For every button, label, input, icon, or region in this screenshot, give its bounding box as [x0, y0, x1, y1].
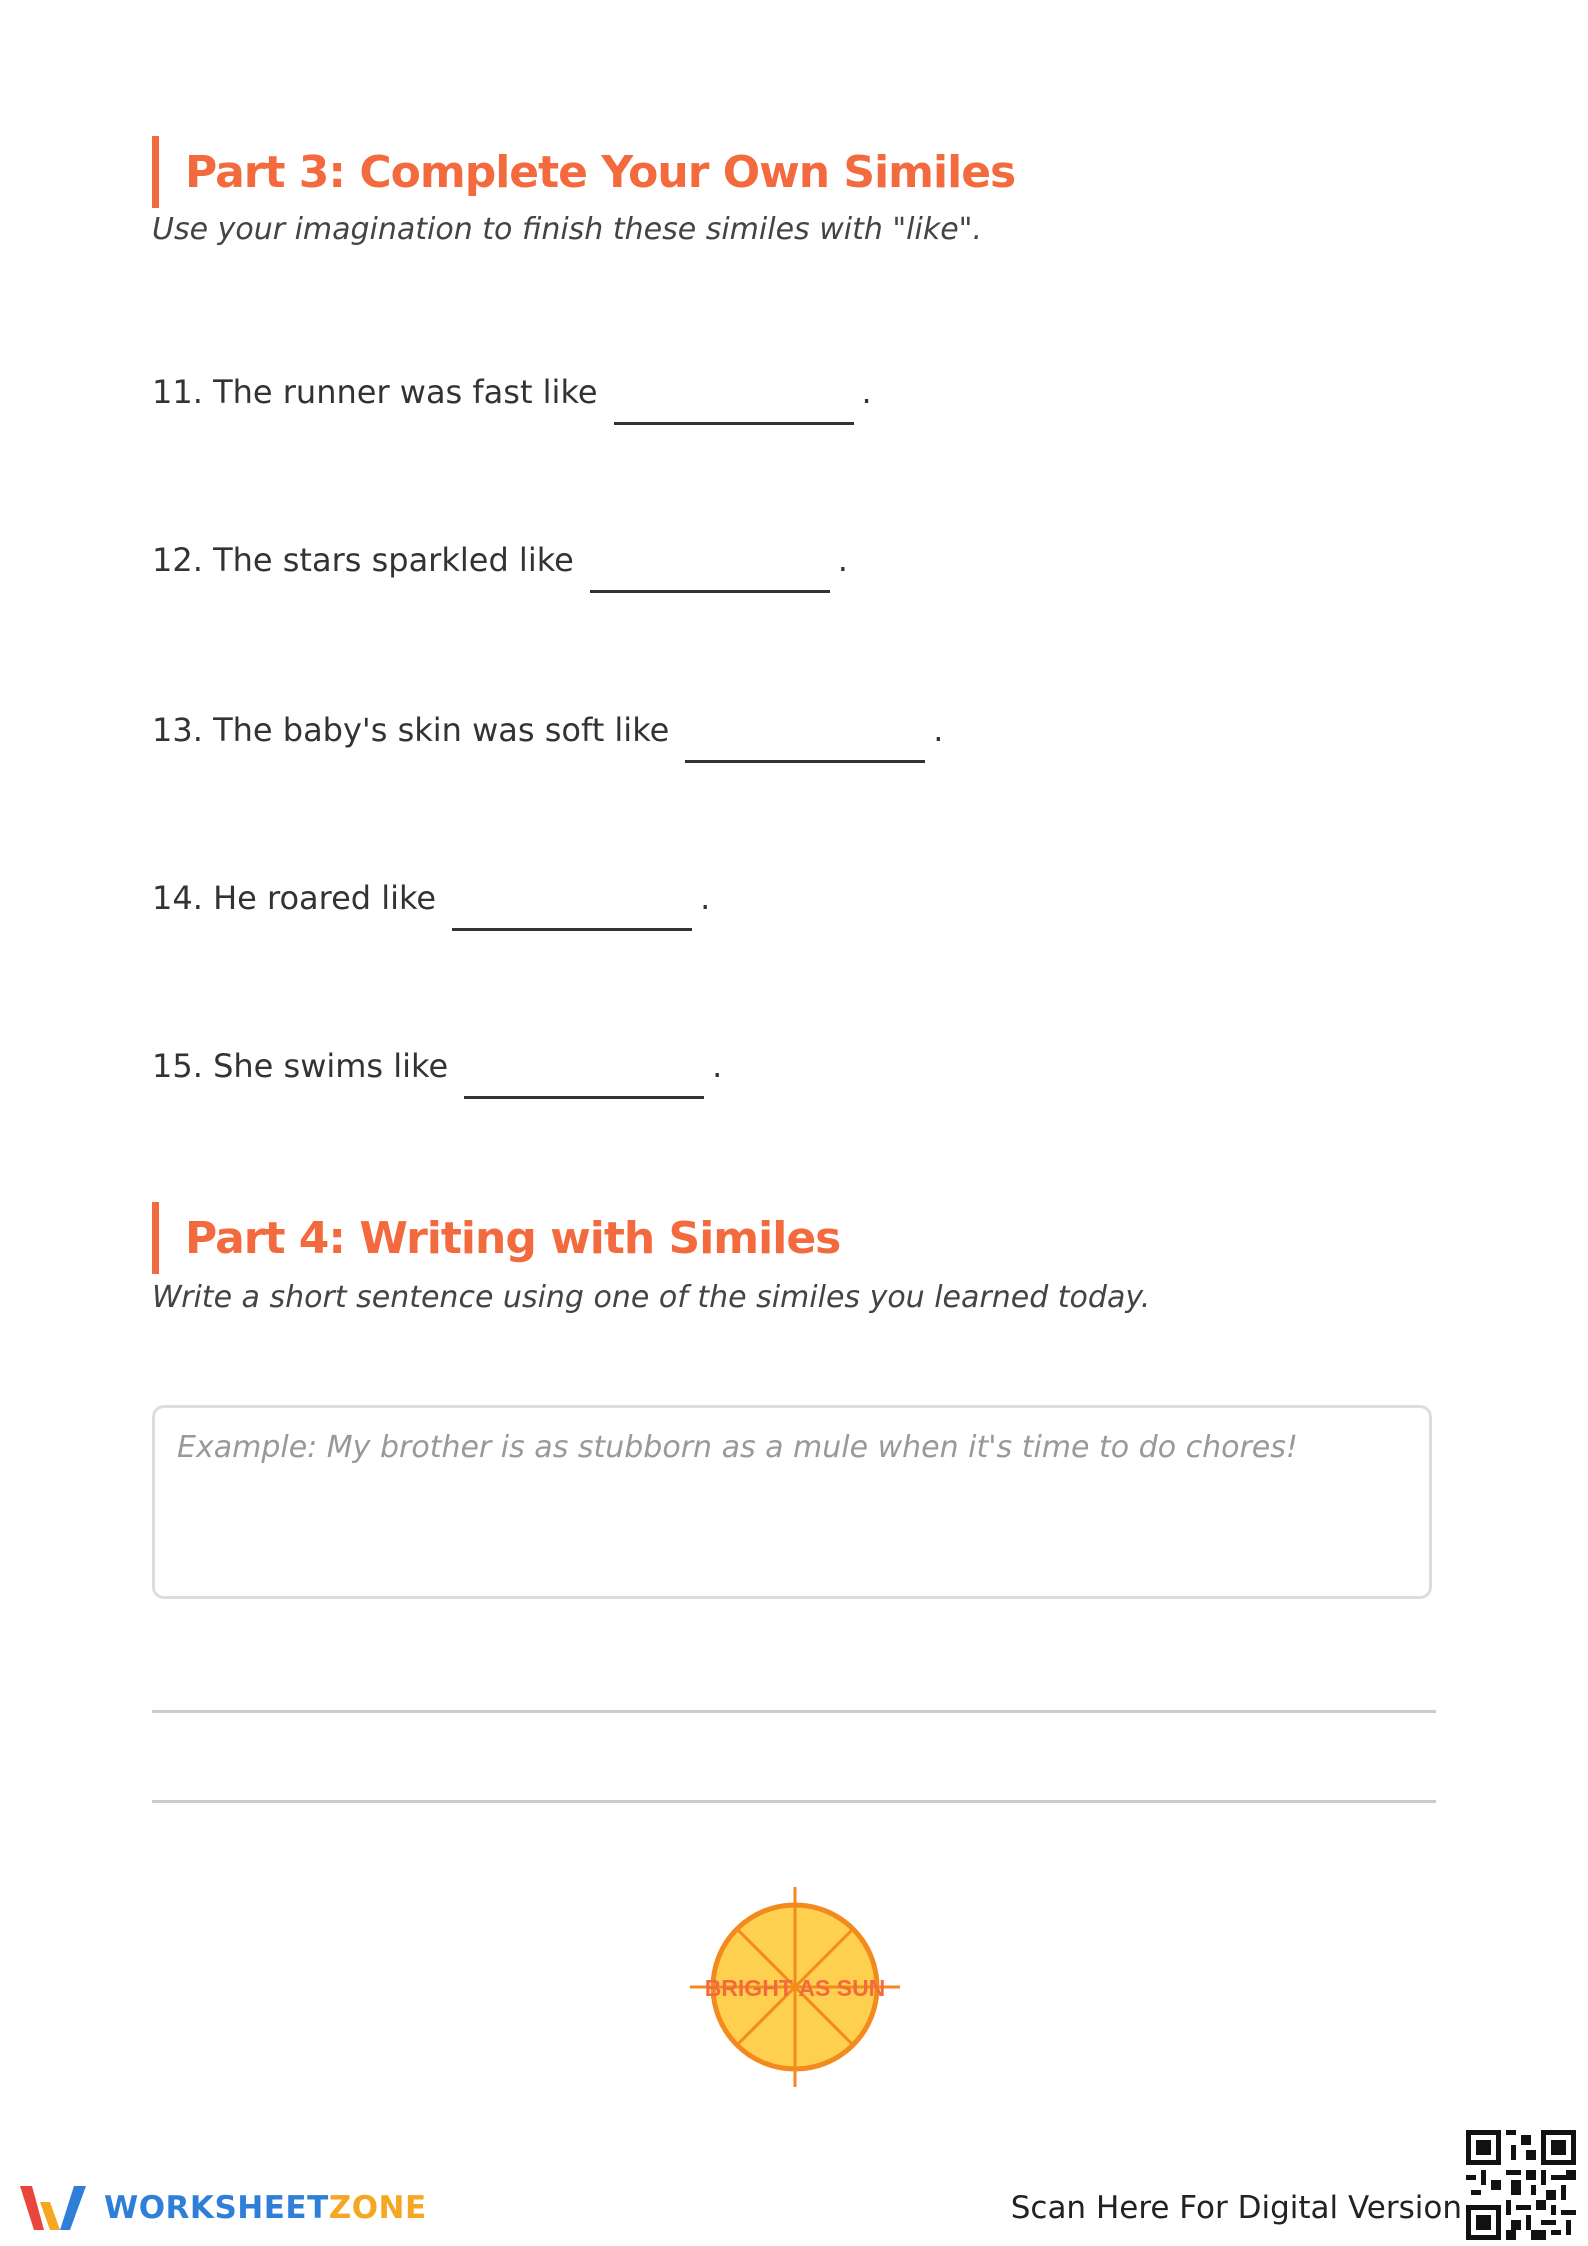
question-13 — [152, 706, 943, 749]
question-period: . — [933, 711, 944, 749]
question-11 — [152, 368, 872, 411]
question-text: 15. She swims like — [152, 1047, 449, 1085]
part4-title: Part 4: Writing with Similes — [185, 1212, 841, 1264]
qr-code-icon[interactable] — [1466, 2130, 1576, 2240]
question-14 — [152, 874, 710, 917]
question-text: 12. The stars sparkled like — [152, 541, 574, 579]
writing-line-1[interactable] — [152, 1710, 1436, 1713]
part3-instruction: Use your imagination to finish these similes with "like". — [152, 212, 983, 247]
brand-name-part1: WORKSHEET — [104, 2190, 329, 2226]
answer-blank-11[interactable] — [614, 382, 854, 425]
brand-name-part2: ZONE — [328, 2190, 427, 2226]
part3-heading — [152, 136, 1015, 208]
question-text: 14. He roared like — [152, 879, 437, 917]
question-text: 13. The baby's skin was soft like — [152, 711, 670, 749]
sun-illustration — [690, 1887, 900, 2087]
worksheetzone-logo-icon — [16, 2180, 90, 2236]
answer-blank-15[interactable] — [464, 1056, 704, 1099]
part4-heading — [152, 1202, 840, 1274]
sun-label: BRIGHT AS SUN — [704, 1975, 886, 2001]
answer-blank-14[interactable] — [452, 888, 692, 931]
question-period: . — [712, 1047, 723, 1085]
writing-answer-box[interactable] — [152, 1405, 1432, 1599]
question-period: . — [837, 541, 848, 579]
answer-placeholder: Example: My brother is as stubborn as a mule when it's time to do chores! — [177, 1430, 1298, 1465]
question-15 — [152, 1042, 722, 1085]
question-period: . — [700, 879, 711, 917]
writing-line-2[interactable] — [152, 1800, 1436, 1803]
part3-title: Part 3: Complete Your Own Similes — [185, 146, 1016, 198]
question-text: 11. The runner was fast like — [152, 373, 598, 411]
question-12 — [152, 536, 848, 579]
part4-instruction: Write a short sentence using one of the similes you learned today. — [152, 1280, 1151, 1315]
sun-icon — [690, 1887, 900, 2087]
scan-caption: Scan Here For Digital Version — [1010, 2190, 1462, 2226]
brand-logo — [16, 2180, 427, 2236]
question-period: . — [861, 373, 872, 411]
answer-blank-12[interactable] — [590, 550, 830, 593]
brand-name — [104, 2190, 427, 2226]
answer-blank-13[interactable] — [685, 720, 925, 763]
